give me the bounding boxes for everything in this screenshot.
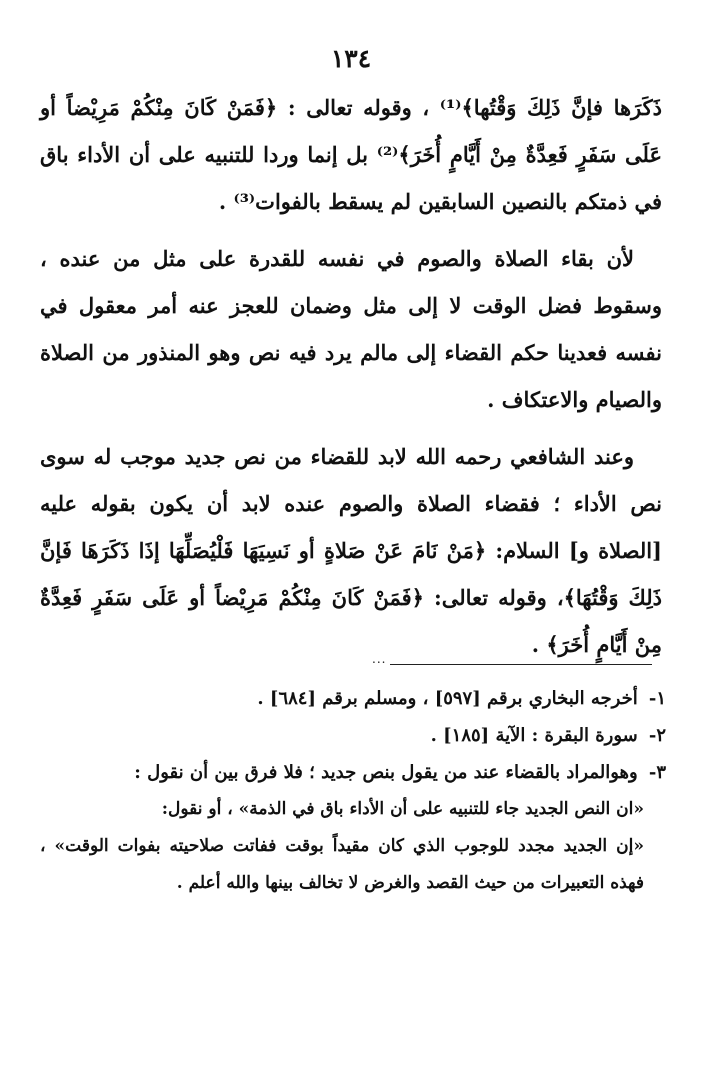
footnote-number: ٢- — [648, 725, 666, 746]
footnote-2 — [40, 717, 666, 754]
footnote-text: وهوالمراد بالقضاء عند من يقول بنص جديد ؛ فلا فرق بين أن نقول : — [134, 762, 638, 783]
footnote-number: ١- — [648, 688, 666, 709]
body-paragraph: وعند الشافعي رحمه الله لابد للقضاء من نص جديد موجب له سوى نص الأداء ؛ فقضاء الصلاة والصوم عنده لابد أن يكون بقوله عليه [الصلاة و] السلام: ﴿مَنْ نَامَ عَنْ صَلاةٍ أو نَسِيَهَا فَلْيُصَلِّهَا إذَا ذَكَرَهَا فَإنَّ ذَلِكَ وَقْتُهَا﴾، وقوله تعالى: ﴿فَمَنْ كَانَ مِنْكُمْ مَرِيْضاً أو عَلَى سَفَرٍ فَعِدَّةٌ مِنْ أَيَّامٍ أُخَرَ﴾ . — [40, 444, 662, 657]
body-paragraph: ذَكَرَها فإنَّ ذَلِكَ وَقْتُها﴾⁽¹⁾ ، وقوله تعالى : ﴿فَمَنْ كَانَ مِنْكُمْ مَرِيْضاً أو عَلَى سَفَرٍ فَعِدَّةٌ مِنْ أَيَّامٍ أُخَرَ﴾⁽²⁾ بل إنما وردا للتنبيه على أن الأداء باق في ذمتكم بالنصين السابقين لم يسقط بالفوات⁽³⁾ . — [40, 95, 662, 214]
footnote-3-quote-1: «ان النص الجديد جاء للتنبيه على أن الأداء باق في الذمة» ، أو نقول: — [161, 799, 644, 819]
main-text — [40, 84, 662, 668]
page-number: ١٣٤ — [330, 44, 372, 73]
footnote-3-quote-2: «إن الجديد مجدد للوجوب الذي كان مقيداً بوقت ففاتت صلاحيته بفوات الوقت» ، فهذه التعبيرات من حيث القصد والغرض لا تخالف بينها والله أعلم . — [40, 836, 644, 893]
footnote-separator — [390, 664, 652, 665]
footnote-text: أخرجه البخاري برقم [٥٩٧] ، ومسلم برقم [٦٨٤] . — [257, 688, 638, 709]
footnote-3 — [40, 754, 666, 791]
separator-dots: ... — [372, 652, 387, 666]
footnote-1 — [40, 680, 666, 717]
footnotes — [40, 680, 666, 902]
footnote-text: سورة البقرة : الآية [١٨٥] . — [430, 725, 638, 746]
body-paragraph: لأن بقاء الصلاة والصوم في نفسه للقدرة على مثل من عنده ، وسقوط فضل الوقت لا إلى مثل وضمان للعجز عنه أمر معقول في نفسه فعدينا حكم القضاء إلى مالم يرد فيه نص وهو المنذور من الصلاة والصيام والاعتكاف . — [40, 246, 662, 412]
footnote-number: ٣- — [648, 762, 666, 783]
